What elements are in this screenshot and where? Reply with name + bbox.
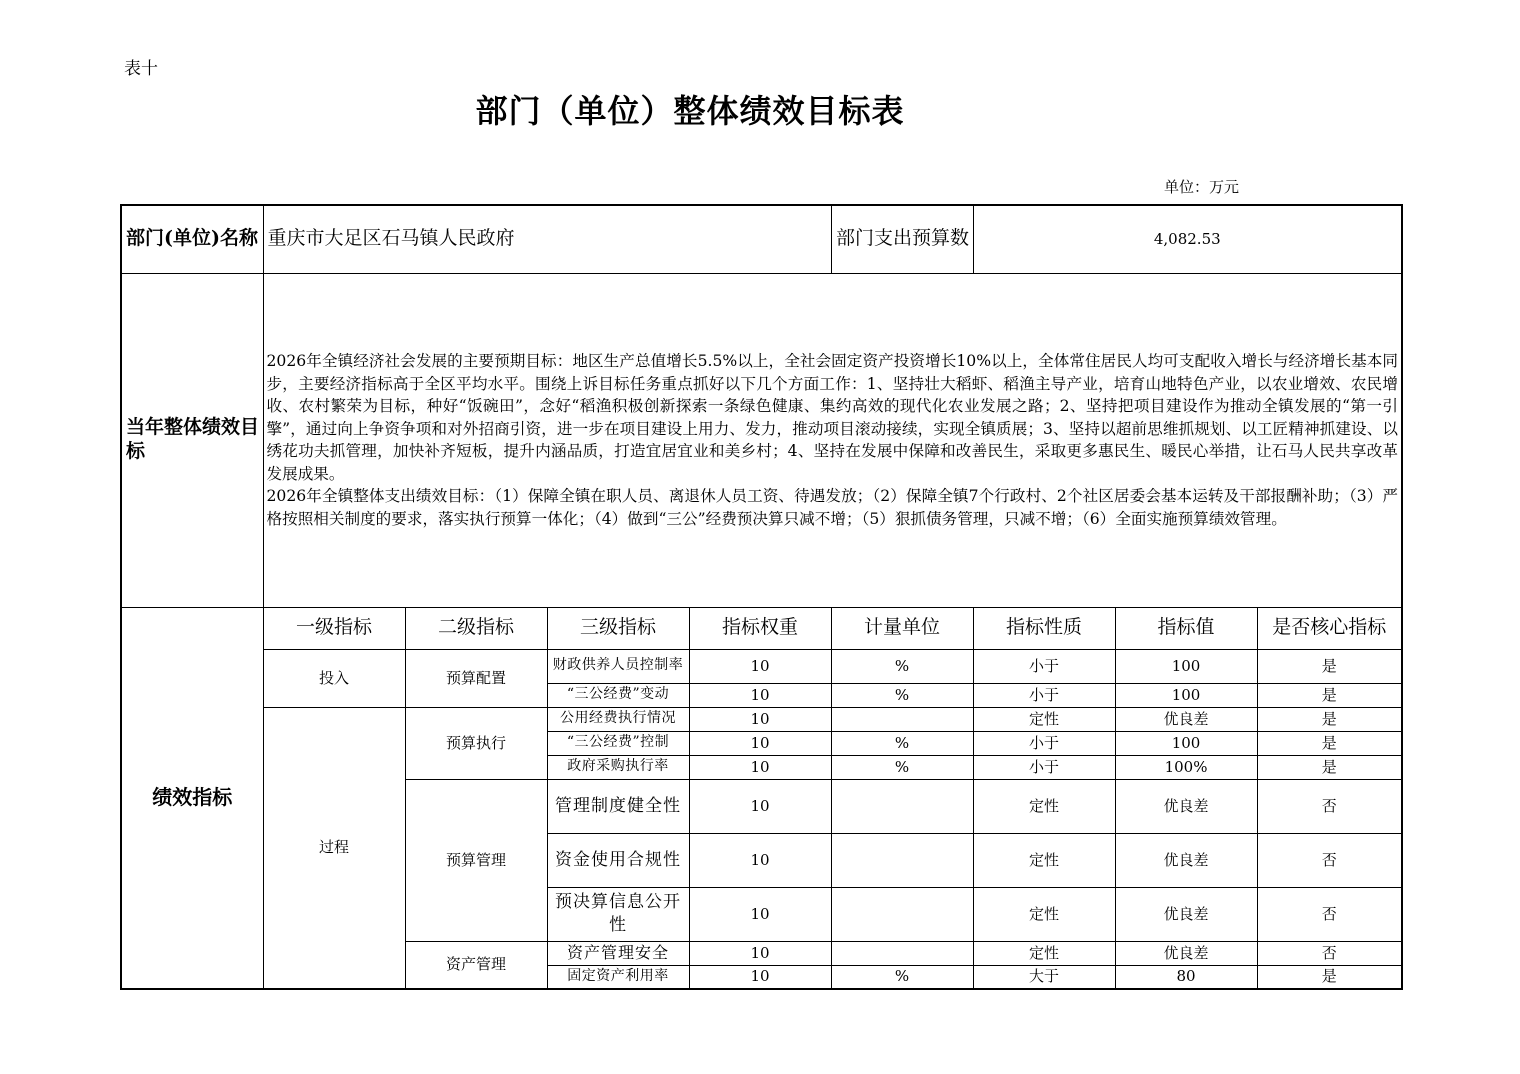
unit-cell — [831, 779, 973, 833]
unit-cell — [831, 941, 973, 965]
unit-cell: % — [831, 649, 973, 683]
level1-cell: 投入 — [263, 649, 405, 707]
value-cell: 优良差 — [1115, 707, 1257, 731]
value-cell: 80 — [1115, 965, 1257, 989]
value-cell: 优良差 — [1115, 779, 1257, 833]
unit-cell — [831, 707, 973, 731]
value-cell: 100 — [1115, 649, 1257, 683]
level3-cell: 管理制度健全性 — [547, 779, 689, 833]
nature-cell: 小于 — [973, 731, 1115, 755]
col-header-level1: 一级指标 — [263, 607, 405, 649]
core-cell: 否 — [1257, 887, 1402, 941]
value-cell: 100 — [1115, 731, 1257, 755]
org-row — [121, 205, 1402, 273]
weight-cell: 10 — [689, 731, 831, 755]
core-cell: 是 — [1257, 683, 1402, 707]
budget-label: 部门支出预算数 — [831, 205, 973, 273]
nature-cell: 定性 — [973, 887, 1115, 941]
col-header-core: 是否核心指标 — [1257, 607, 1402, 649]
nature-cell: 定性 — [973, 779, 1115, 833]
level2-cell: 预算执行 — [405, 707, 547, 779]
value-cell: 优良差 — [1115, 941, 1257, 965]
core-cell: 是 — [1257, 649, 1402, 683]
weight-cell: 10 — [689, 941, 831, 965]
table-row — [121, 707, 1402, 731]
goal-paragraph-1: 2026年全镇经济社会发展的主要预期目标：地区生产总值增长5.5%以上，全社会固定资产投资增长10%以上，全体常住居民人均可支配收入增长与经济增长基本同步，主要经济指标高于全区平均水平。围绕上诉目标任务重点抓好以下几个方面工作：1、坚持壮大稻虾、稻渔主导产业，培育山地特色产业，以农业增效、农民增收、农村繁荣为目标，种好“饭碗田”，念好“稻渔积极创新探索一条绿色健康、集约高效的现代化农业发展之路；2、坚持把项目建设作为推动全镇发展的“第一引擎”，通过向上争资争项和对外招商引资，进一步在项目建设上用力、发力，推动项目滚动接续，实现全镇质展；3、坚持以超前思维抓规划、以工匠精神抓建设、以绣花功夫抓管理，加快补齐短板，提升内涵品质，打造宜居宜业和美乡村；4、坚持在发展中保障和改善民生，采取更多惠民生、暖民心举措，让石马人民共享改革发展成果。 — [266, 352, 1399, 483]
goal-text — [263, 273, 1402, 607]
level3-cell: 固定资产利用率 — [547, 965, 689, 989]
unit-cell — [831, 887, 973, 941]
core-cell: 是 — [1257, 707, 1402, 731]
nature-cell: 定性 — [973, 941, 1115, 965]
weight-cell: 10 — [689, 887, 831, 941]
org-label: 部门(单位)名称 — [121, 205, 263, 273]
unit-cell: % — [831, 683, 973, 707]
nature-cell: 小于 — [973, 649, 1115, 683]
unit-cell: % — [831, 755, 973, 779]
goal-label: 当年整体绩效目标 — [121, 273, 263, 607]
level3-cell: “三公经费”控制 — [547, 731, 689, 755]
weight-cell: 10 — [689, 779, 831, 833]
core-cell: 是 — [1257, 755, 1402, 779]
core-cell: 是 — [1257, 731, 1402, 755]
budget-value: 4,082.53 — [973, 205, 1402, 273]
level3-cell: “三公经费”变动 — [547, 683, 689, 707]
performance-table — [120, 204, 1403, 990]
weight-cell: 10 — [689, 755, 831, 779]
level3-cell: 预决算信息公开性 — [547, 887, 689, 941]
core-cell: 否 — [1257, 833, 1402, 887]
level3-cell: 资产管理安全 — [547, 941, 689, 965]
core-cell: 否 — [1257, 779, 1402, 833]
level2-cell: 资产管理 — [405, 941, 547, 989]
level3-cell: 资金使用合规性 — [547, 833, 689, 887]
level1-cell: 过程 — [263, 707, 405, 989]
col-header-nature: 指标性质 — [973, 607, 1115, 649]
unit-label: 单位：万元 — [1164, 178, 1240, 196]
org-name: 重庆市大足区石马镇人民政府 — [263, 205, 831, 273]
goal-paragraph-2: 2026年全镇整体支出绩效目标：（1）保障全镇在职人员、离退休人员工资、待遇发放；（2）保障全镇7个行政村、2个社区居委会基本运转及干部报酬补助；（3）严格按照相关制度的要求，落实执行预算一体化；（4）做到“三公”经费预决算只减不增；（5）狠抓债务管理，只减不增；（6）全面实施预算绩效管理。 — [266, 487, 1399, 528]
col-header-value: 指标值 — [1115, 607, 1257, 649]
table-row — [121, 649, 1402, 683]
level2-cell: 预算配置 — [405, 649, 547, 707]
col-header-unit: 计量单位 — [831, 607, 973, 649]
core-cell: 否 — [1257, 941, 1402, 965]
value-cell: 优良差 — [1115, 887, 1257, 941]
core-cell: 是 — [1257, 965, 1402, 989]
nature-cell: 大于 — [973, 965, 1115, 989]
level3-cell: 财政供养人员控制率 — [547, 649, 689, 683]
value-cell: 优良差 — [1115, 833, 1257, 887]
weight-cell: 10 — [689, 833, 831, 887]
weight-cell: 10 — [689, 707, 831, 731]
value-cell: 100 — [1115, 683, 1257, 707]
goal-row — [121, 273, 1402, 607]
indicator-header-row — [121, 607, 1402, 649]
indicators-label: 绩效指标 — [121, 607, 263, 989]
nature-cell: 定性 — [973, 707, 1115, 731]
nature-cell: 小于 — [973, 683, 1115, 707]
weight-cell: 10 — [689, 649, 831, 683]
col-header-level3: 三级指标 — [547, 607, 689, 649]
col-header-level2: 二级指标 — [405, 607, 547, 649]
unit-cell: % — [831, 731, 973, 755]
unit-cell: % — [831, 965, 973, 989]
nature-cell: 定性 — [973, 833, 1115, 887]
level2-cell: 预算管理 — [405, 779, 547, 941]
nature-cell: 小于 — [973, 755, 1115, 779]
table-label: 表十 — [124, 59, 158, 79]
col-header-weight: 指标权重 — [689, 607, 831, 649]
weight-cell: 10 — [689, 965, 831, 989]
level3-cell: 政府采购执行率 — [547, 755, 689, 779]
page-title: 部门（单位）整体绩效目标表 — [475, 92, 905, 130]
level3-cell: 公用经费执行情况 — [547, 707, 689, 731]
weight-cell: 10 — [689, 683, 831, 707]
unit-cell — [831, 833, 973, 887]
value-cell: 100% — [1115, 755, 1257, 779]
